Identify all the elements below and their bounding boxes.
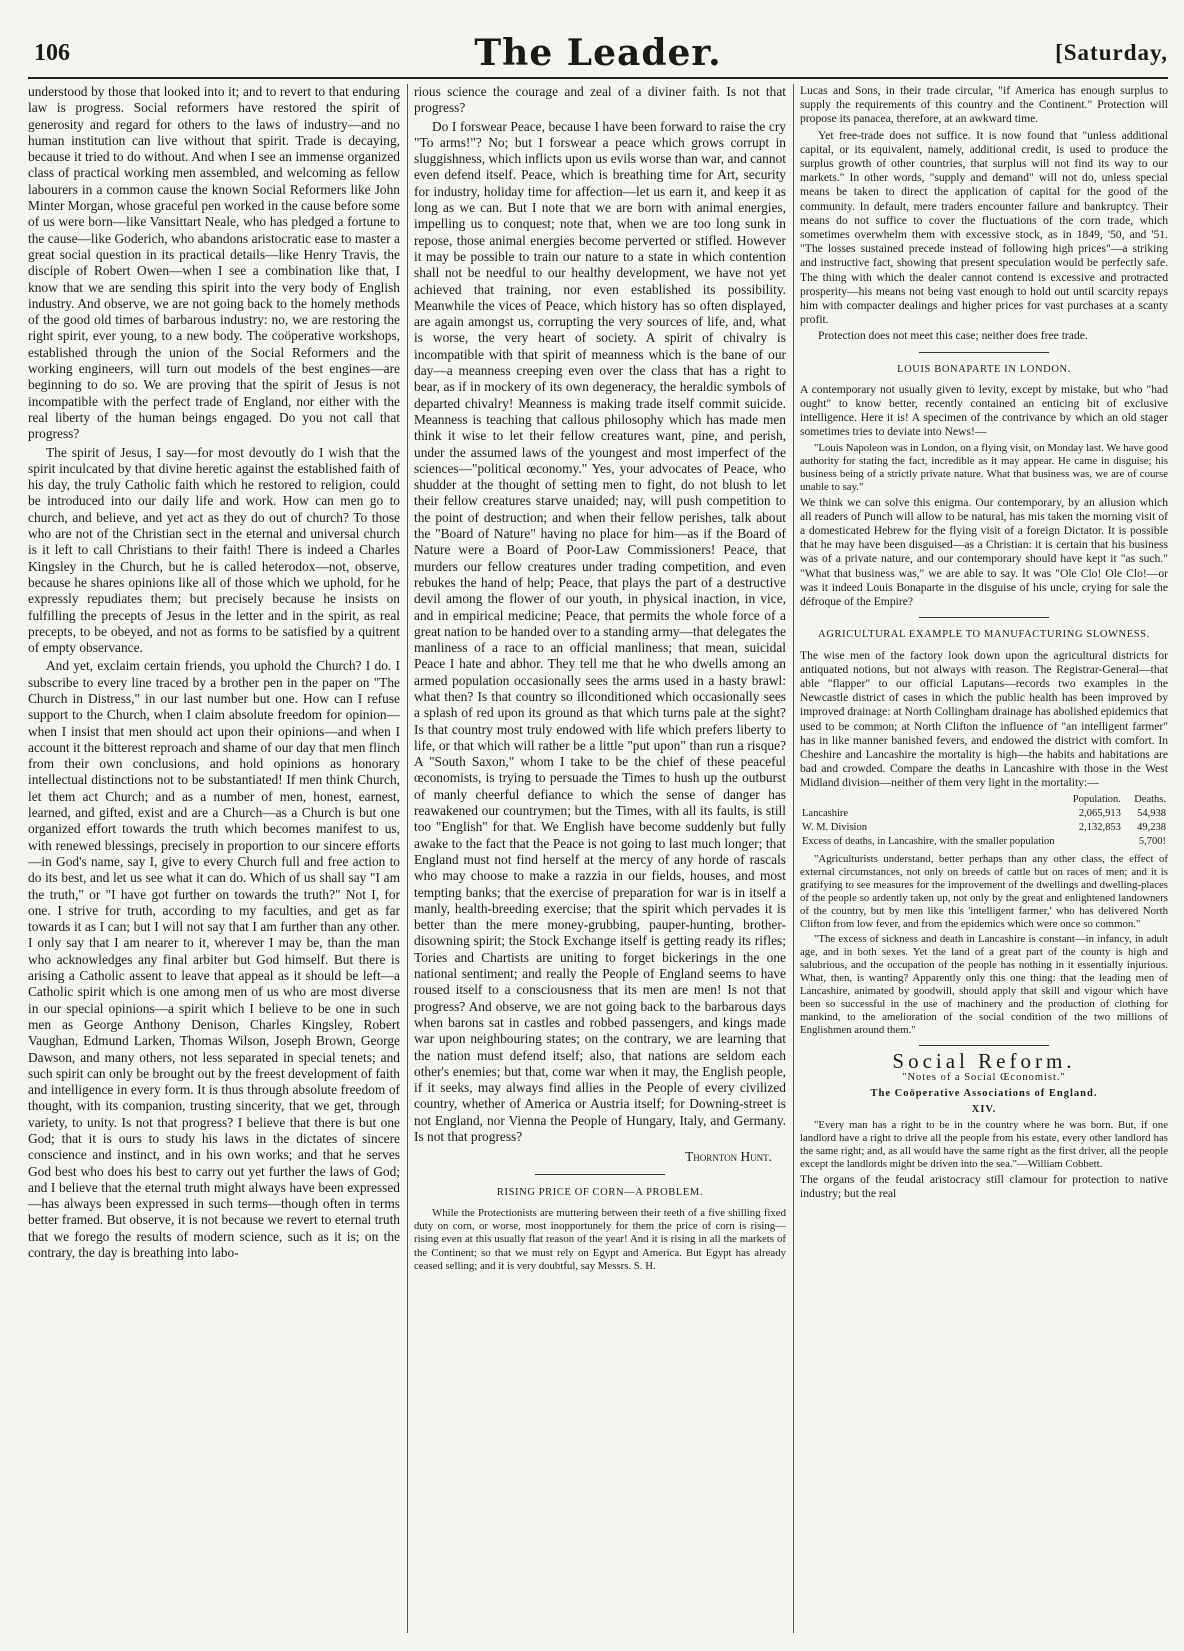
paragraph: Lucas and Sons, in their trade circular, "if America has enough surplus to supply the requirements of this country and the Continent." Protection will propose its panacea, therefore, at an awkward time.	[800, 84, 1168, 126]
mortality-table	[800, 793, 1168, 850]
column-divider	[407, 84, 408, 1633]
paragraph: The wise men of the factory look down upon the agricultural districts for antiquated notions, but not always with reason. The Registrar-General—that able "flapper" to our official Laputans—records two examples in the Newcastle district of cases in which the public health has been improved by improved drainage: at North Collingham drainage has abolished epidemics that used to be common; at North Clifton the influence of "an intelligent farmer" has in like manner banished fevers, and endowed the district with comfort. In Cheshire and Lancashire the mortality is high—the habits and habitations are bad and crowded. Compare the deaths in Lancashire with those in the West Midland division—neither of them very light in the mortality:—	[800, 648, 1168, 790]
paragraph: Do I forswear Peace, because I have been forward to raise the cry "To arms!"? No; but I forswear a peace which grows corrupt in sluggishness, which inflicts upon us evils worse than war, and cannot even defend itself. Peace, which is breathing time for Art, security for industry, holiday time for affection—let us earn it, and keep it as long as we can. But I note that we are born with animal energies, impelling us to conquest; note that, when we are too long sunk in repose, those animal energies become perverted or stifled. However it may be possible to train our nature to a state in which contention shall not be needful to our healthy development, we have not yet achieved that training, nor even established its possibility. Meanwhile the vices of Peace, which history has so often displayed, are again amongst us, corrupting the very sources of life, and, what is worse, the very heart of society. A spirit of chivalry is incompatible with that spirit of meanness which is the bane of our day—a meanness creeping even over the class that has a right to bear, as if in mockery of its own degeneracy, the heraldic symbols of departed chivalry! Meanness is making trade itself commit suicide. Meanness is teaching that callous philosophy which has made men think it wise to let their fellow creatures want, pine, and perish, under the assumed laws of the youngest and most imperfect of the sciences—"political œconomy." Yes, your advocates of Peace, who shudder at the thought of setting men to fight, do not blush to let their fellow creatures starve unaided; nay, will push competition to the point of destruction; and when their fellow perishes, talk about the "Board of Nature" having no place for him—as if the Board of Nature were a Board of Poor-Law Commissioners! Peace, that murders our fellow creatures under trading competition, and even rebukes the hand of help; Peace, that plays the part of a destructive devil among the flower of our youth, in physical inaction, in vice, and in empirical medicine; Peace, that permits the whole force of a great nation to be handed over to a standing army—that delegates the manliness of a race to an official manliness; that mean, suicidal Peace I hate and abhor. They tell me that he who dwells among an armed population occasionally sees the arms used in a hasty brawl: what then? Is that country so illconditioned which occasionally sees a splash of red upon its ground as that which turns pale at the sight? Is that country most truly endowed with life which prefers liberty to life, or that which will rather be a little "put upon" than run a risque? A "South Saxon," whom I take to be the chief of these peaceful œconomists, is trying to persuade the Times to hush up the outburst of manly cheerful defiance to which the sense of danger has reawakened our countrymen; but the Times, with all its faults, is still too "English" for that. We English have become suddenly but fully awake to the fact that the Peace is not going to last much longer; that England must not find herself at the mercy of any horde of rascals who may choose to make a razzia in our fields, houses, and most tempting banks; that the exercise of preparation for war is in itself a manly, health-breeding exercise; that the spirit which pervades it is better than the mere money-grubbing, pauper-hunting, brother-disowning spirit; the Stock Exchange itself is getting ready its rifles; Tories and Chartists are uniting to forget bickerings in the one national sentiment; and really the People of England seems to have roused itself to a consciousness that its men are men! Is not that progress? And observe, we are not going back to the barbarous days when barons sat in castles and robbed passengers, and kings made war upon neighbouring states; on the contrary, we are learning that the nation must defend itself; also, that nations are seldom each other's enemies; but that, come war when it may, the English people, if it seeks, may always find allies in the People of every civilized country, whether of America or Austria itself; for Downing-street is not England, nor Vienna the People of Hungary, Italy, and Germany. Is not that progress?	[414, 118, 786, 1144]
table-cell: Excess of deaths, in Lancashire, with the smaller population	[802, 836, 1055, 848]
columns	[28, 84, 1168, 1633]
column-2	[414, 84, 786, 1633]
masthead-day: [Saturday,	[1055, 40, 1168, 65]
paragraph: The spirit of Jesus, I say—for most devoutly do I wish that the spirit inculcated by that divine heretic against the established faith of his day, the truly Catholic faith which he restored to religion, could be introduced into our daily life and work. How can men go to church, and believe, and yet act as they do out of church? To those who are not of the Christian sect in the eternal and universal church is it left to call Christians to their faith! There is indeed a Charles Kingsley in the Church, but he is called heterodox—not, observe, because he shares opinions like all of those which we uphold, for he expressly repudiates them; but precisely because he insists on fulfilling the precepts of Jesus in the letter and in the spirit, as real precepts, to be obeyed, and not as forms to be satisfied by a quitrent of empty observance.	[28, 444, 400, 656]
table-cell: 2,065,913	[1078, 807, 1121, 819]
column-divider	[793, 84, 794, 1633]
paragraph: While the Protectionists are muttering between their teeth of a five shilling fixed duty on corn, or worse, most inopportunely for them the price of corn is rising—rising even at this usually flat reason of the year! And it is rising in all the markets of the Continent; so that we must rely on Egypt and America. But Egypt has already ceased selling; and it is very doubtful, say Messrs. S. H.	[414, 1206, 786, 1272]
column-3	[800, 84, 1168, 1633]
table-cell: 54,938	[1137, 807, 1166, 819]
article-heading: LOUIS BONAPARTE IN LONDON.	[897, 363, 1071, 375]
masthead	[28, 18, 1168, 78]
section-heading: Social Reform.	[892, 1049, 1076, 1074]
paragraph: The organs of the feudal aristocracy still clamour for protection to native industry; but the real	[800, 1173, 1168, 1201]
article-heading: RISING PRICE OF CORN—A PROBLEM.	[496, 1186, 704, 1198]
table-cell: 5,700!	[1138, 836, 1166, 848]
quotation: "The excess of sickness and death in Lancashire is constant—in infancy, in adult age, and in both sexes. Yet the land of a great part of the county is high and salubrious, and the occupation of the people has nothing in it essentially injurious. What, then, is wanting? Apparently only this one thing: that the leading men of Lancashire, animated by goodwill, should apply that skill and vigour which have been so successful in the use of machinery and the production of clothing for mankind, to the amelioration of the social condition of the two millions of Englishmen around them."	[800, 933, 1168, 1037]
section-divider	[919, 352, 1049, 353]
sub-heading: XIV.	[971, 1103, 997, 1115]
column-1	[28, 84, 400, 1633]
paragraph: Yet free-trade does not suffice. It is now found that "unless additional capital, or its equivalent, namely, additional credit, is used to produce the surplus growth of other countries, that surplus will not find its way to our markets." In other words, "supply and demand" will not do, unless special means be taken to direct the application of capital for the good of the community. In default, mere traders encounter failure and bankruptcy. Their means do not suffice to cover the fluctuations of the corn trade, which sometimes overwhelm them with excessive stock, as in 1849, '50, and '51. "The losses sustained precede instead of following high prices"—a striking and instructive fact, showing that present speculation would be perfectly safe. The thing with which the dealer cannot contend is excessive and protracted prosperity—his means not being vast enough to hold out until scarcity repays him with compacter dealings and higher prices for vast purchases at a scanty profit.	[800, 128, 1168, 327]
paragraph: We think we can solve this enigma. Our contemporary, by an allusion which all readers of Punch will allow to be natural, has mis taken the morning visit of a domesticated Hebrew for the flying visit of a foreign Dictator. It is possible that he may have been disguised—as a Christian: it is certain that his business was of a private nature, and our contemporary should have kept it "as such." "What that business was," we are able to say. It was "Ole Clo! Ole Clo!—or was it indeed Louis Bonaparte in the disguise of his uncle, crying for sale the défroque of the Empire?	[800, 495, 1168, 609]
article-heading: AGRICULTURAL EXAMPLE TO MANUFACTURING SLOWNESS.	[818, 629, 1150, 641]
table-header: Deaths.	[1134, 793, 1166, 805]
quotation: "Agriculturists understand, better perhaps than any other class, the effect of external circumstances, not only on breeds of cattle but on races of men; and it is gratifying to see measures for the improvement of the dwellings and dwelling-places of the people so ardently taken up, not only by the great and enlightened landowners of the country, but by men like this 'intelligent farmer,' who has delivered North Clifton from low fever, and from the epidemics which were once so common."	[800, 853, 1168, 931]
paragraph: Protection does not meet this case; neither does free trade.	[818, 329, 1088, 343]
sub-heading: The Coöperative Associations of England.	[870, 1087, 1098, 1099]
newspaper-page	[28, 18, 1168, 1633]
masthead-rule	[28, 77, 1168, 79]
newspaper-title: The Leader.	[474, 32, 722, 74]
table-cell: W. M. Division	[802, 821, 867, 833]
sub-heading: "Notes of a Social Œconomist."	[902, 1071, 1066, 1083]
paragraph: understood by those that looked into it; and to revert to that enduring law is progress. Social reformers have restored the spirit of generosity and regard for others to the laws of industry—and no human institution can live without that spirit. Trade is decaying, because it tried to do without. And when I see an immense organized class of practical working men assembled, and welcoming as fellow labourers in a common cause the known Social Reformers like John Minter Morgan, whose graceful pen worked in the cause before some of us were born—like Vansittart Neale, who has pledged a fortune to the cause—like Goderich, who abandons aristocratic ease to master a great social question in its practical details—like Henry Travis, the disciple of Robert Owen—when I see a combination like that, I know that we are sending this spirit into the very body of English industry. And observe, we are not going back to the homely methods of the good old times of barbarous industry: no, we are restoring the right spirit, ever young, to a new body. The coöperative workshops, established through the union of the Social Reformers and the working engineers, will turn out models of the best engines—are beginning to do so. We are proving that the spirit of Jesus is not incompatible with the perfect trade of England, nor either with the real liberty of the human beings engaged. Do you not call that progress?	[28, 84, 400, 442]
table-header: Population.	[1072, 793, 1121, 805]
quotation: "Louis Napoleon was in London, on a flying visit, on Monday last. We have good authority for stating the fact, incredible as it may appear. He came in disguise; his business being of a strictly private nature. What that business was, we are of course unable to say."	[800, 441, 1168, 493]
table-cell: 2,132,853	[1078, 821, 1121, 833]
table-cell: 49,238	[1137, 821, 1166, 833]
quotation: "Every man has a right to be in the country where he was born. But, if one landlord have a right to drive all the people from his estate, every other landlord has the same right; and, as all would have the same right as the first driver, all the people except the landlords might be driven into the sea."—William Cobbett.	[800, 1119, 1168, 1171]
paragraph: A contemporary not usually given to levity, except by mistake, but who "had ought" to know better, recently contained an enticing bit of exclusive intelligence. Here it is! A specimen of the contrivance by which an old stager sometimes tries to deviate into News!—	[800, 382, 1168, 439]
paragraph: rious science the courage and zeal of a diviner faith. Is not that progress?	[414, 84, 786, 116]
section-divider	[919, 1045, 1049, 1046]
author-signature: Thornton Hunt.	[685, 1149, 772, 1165]
table-row	[800, 835, 1168, 849]
table-cell: Lancashire	[802, 807, 849, 819]
table-row	[800, 807, 1168, 821]
paragraph: And yet, exclaim certain friends, you uphold the Church? I do. I subscribe to every line traced by a brother pen in the paper on "The Church in Distress," in our last number but one. How can I refuse support to the Church, when I claim absolute freedom for opinion—when I insist that men should act upon their opinions—and when I account it the bitterest reproach and shame of our day that men flinch from their own conclusions, and hold opinions as honorary intellectual distinctions not to be substantiated! If men think Church, let them act Church; and as a number of men, honest, earnest, learned, and gifted, exist and are a Church—as a Church is but one organized effort towards the truth which becomes manifest to us, with renewed blessings, precisely in proportion to our sincere efforts—in God's name, say I, give to every Church full and free action to do its best, and let us see what it can do. Which of us shall say "I am the truth," or "I have got further on towards the truth?" Not I, for one. I strive for truth, according to my faculties, and get as far towards it as I can; but I will not say that I am further than any other. I only say that I am nearer to it, wherever I may be, than the man who acknowledges any final arbiter but God himself. But there is arising a Catholic assent to leave that appeal as it should be left—a Catholic spirit which is one among men of us who are most diverse in our special opinions—a spirit which I believe to be one in such men as George Anthony Denison, Charles Kingsley, Robert Vaughan, Edmund Larken, Thomas Wilson, Joseph Brown, George Dawson, and many others, not less separated in special tenets; and such spirit can only be brought out by the freest development of faith and intelligence in every form. It is thus through absolute freedom of thought, with its companion, trusting sincerity, that we get, through variety, to unity. Is not that progress? I believe that there is but one God; that it is ours to study his laws in the dictates of sincere conscience and instinct, and in his own works; and that he serves God best who does his best to carry out yet further the laws of God; and I believe that the eternal truth might always have been expressed—has always been expressed in such terms—though often in terms better framed. But observe, it is not because we revert to eternal truth that we forego the results of modern science, such as it is; on the contrary, the day is breathing into labo-	[28, 658, 400, 1261]
page-number: 106	[34, 40, 70, 66]
table-row	[800, 821, 1168, 835]
section-divider	[919, 617, 1049, 618]
section-divider	[535, 1174, 665, 1175]
